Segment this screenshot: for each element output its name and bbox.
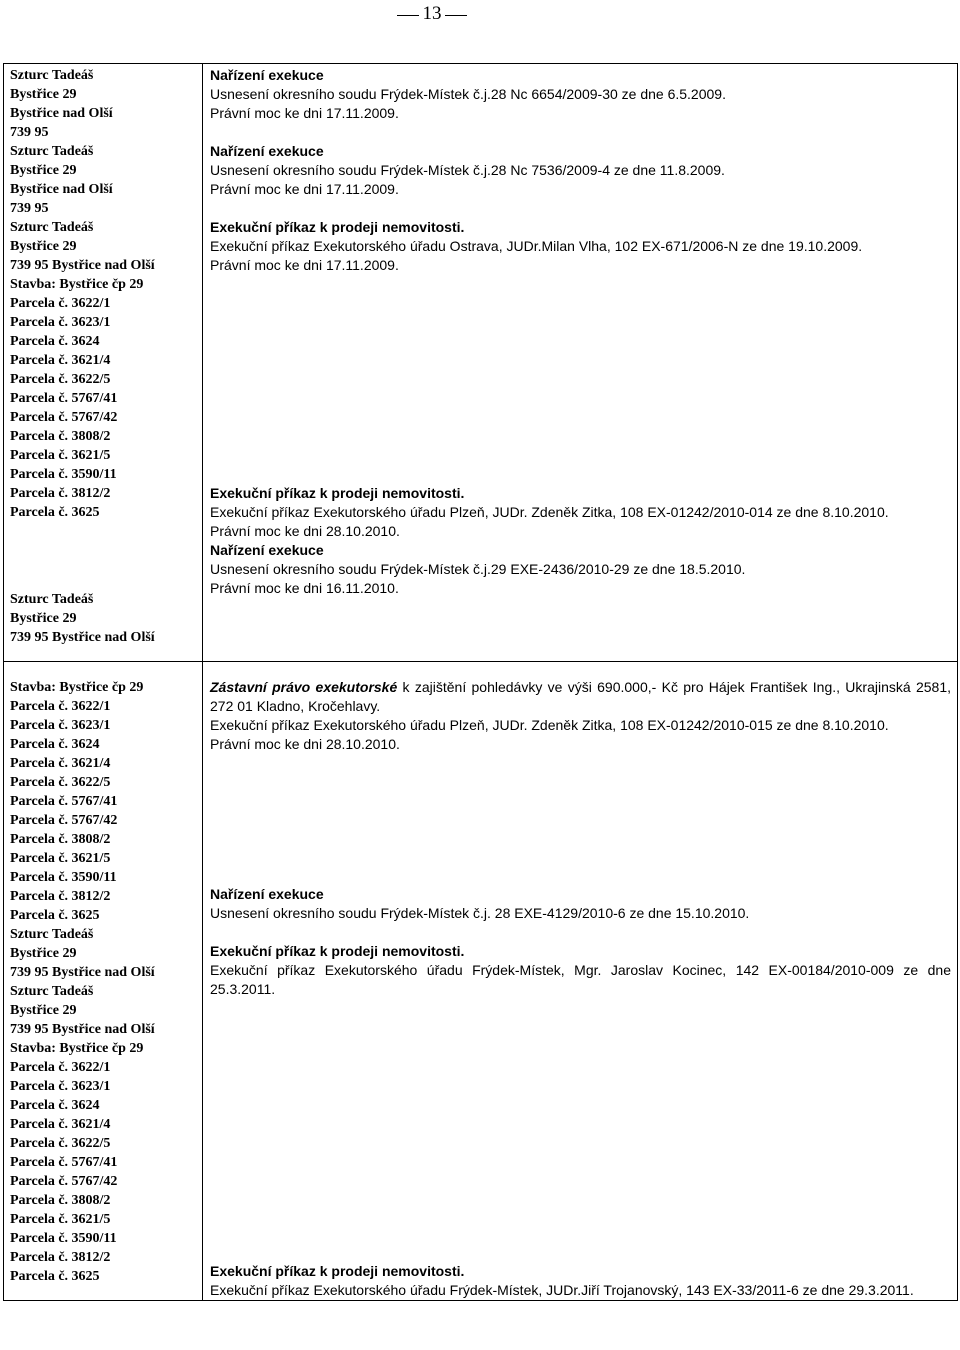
entry-heading: Exekuční příkaz k prodeji nemovitosti. [210,485,465,501]
entry-heading: Exekuční příkaz k prodeji nemovitosti. [210,1263,465,1279]
owner-parcel-line: Szturc Tadeáš [10,68,94,83]
owner-parcel-line: Stavba: Bystřice čp 29 [10,277,144,292]
page-number-text: 13 [419,3,446,24]
entry-heading: Zástavní právo exekutorské [210,679,398,695]
owner-parcel-line: 739 95 Bystřice nad Olší [10,965,155,980]
entry-legal-date: Právní moc ke dni 17.11.2009. [210,181,399,197]
owner-parcel-line: Parcela č. 3624 [10,334,100,349]
entry-legal-date: Právní moc ke dni 17.11.2009. [210,257,399,273]
entry-text: Exekuční příkaz Exekutorského úřadu Frýdek-Místek, JUDr.Jiří Trojanovský, 143 EX-33/2011-6 ze dne 29.3.2011. [210,1282,914,1298]
owner-parcel-line: Parcela č. 3623/1 [10,315,111,330]
owner-parcel-line: Parcela č. 3622/1 [10,296,111,311]
owner-parcel-line: Bystřice 29 [10,163,77,178]
owner-parcel-line: 739 95 Bystřice nad Olší [10,258,155,273]
owner-parcel-line: Parcela č. 5767/42 [10,1174,118,1189]
entry-legal-date: Právní moc ke dni 28.10.2010. [210,736,400,752]
register-table [3,63,958,1301]
entry-text: Usnesení okresního soudu Frýdek-Místek č.j.28 Nc 6654/2009-30 ze dne 6.5.2009. [210,86,726,102]
entry-text: Usnesení okresního soudu Frýdek-Místek č.j.28 Nc 7536/2009-4 ze dne 11.8.2009. [210,162,725,178]
entry-legal-date: Právní moc ke dni 17.11.2009. [210,105,399,121]
page-number [403,3,461,25]
entry-text: Exekuční příkaz Exekutorského úřadu Plzeň, JUDr. Zdeněk Zitka, 108 EX-01242/2010-015 ze dne 8.10.2010. [210,717,889,733]
owner-parcel-line: Parcela č. 3621/4 [10,1117,111,1132]
owner-parcel-line: Parcela č. 3808/2 [10,832,111,847]
owner-parcel-line: Parcela č. 3622/1 [10,699,111,714]
entry-text [210,678,951,716]
owner-parcel-line: Parcela č. 5767/41 [10,391,118,406]
owner-parcel-line: 739 95 Bystřice nad Olší [10,630,155,645]
owner-parcel-line: Stavba: Bystřice čp 29 [10,1041,144,1056]
owner-parcel-line: Parcela č. 3808/2 [10,429,111,444]
owner-parcel-line: Parcela č. 5767/42 [10,410,118,425]
owner-parcel-line: Szturc Tadeáš [10,927,94,942]
owner-parcel-line: Parcela č. 3621/4 [10,756,111,771]
owner-parcel-line: 739 95 [10,201,49,216]
owner-parcel-line: Parcela č. 5767/41 [10,1155,118,1170]
owner-parcel-line: Bystřice 29 [10,611,77,626]
owner-parcel-line: Szturc Tadeáš [10,220,94,235]
owner-parcel-line: Parcela č. 3622/5 [10,1136,111,1151]
owner-parcel-line: Parcela č. 3622/1 [10,1060,111,1075]
owner-parcel-line: Parcela č. 3625 [10,908,100,923]
owner-parcel-line: Parcela č. 3812/2 [10,889,111,904]
owner-parcel-line: Stavba: Bystřice čp 29 [10,680,144,695]
owner-parcel-line: Parcela č. 3621/5 [10,1212,111,1227]
owner-parcel-line: Parcela č. 3590/11 [10,467,117,482]
owner-parcel-line: Bystřice nad Olší [10,106,113,121]
owner-parcel-line: Parcela č. 3624 [10,737,100,752]
owner-parcel-line: 739 95 [10,125,49,140]
owner-parcel-line: Parcela č. 3622/5 [10,372,111,387]
entry-text: Exekuční příkaz Exekutorského úřadu Frýdek-Místek, Mgr. Jaroslav Kocinec, 142 EX-00184/2010-009 ze dne 25.3.2011. [210,962,951,997]
entry-legal-date: Právní moc ke dni 16.11.2010. [210,580,399,596]
owner-parcel-line: Szturc Tadeáš [10,592,94,607]
owner-parcel-line: Parcela č. 3621/4 [10,353,111,368]
owner-parcel-line: Szturc Tadeáš [10,984,94,999]
entry-heading: Nařízení exekuce [210,143,324,159]
owner-parcel-cell [4,64,203,662]
owner-parcel-line: Parcela č. 3622/5 [10,775,111,790]
owner-parcel-line: Parcela č. 3812/2 [10,486,111,501]
owner-parcel-line: Parcela č. 3812/2 [10,1250,111,1265]
owner-parcel-line: Parcela č. 5767/42 [10,813,118,828]
owner-parcel-list [10,678,202,1286]
owner-parcel-line: Parcela č. 3623/1 [10,1079,111,1094]
owner-parcel-line: Parcela č. 3625 [10,1269,100,1284]
owner-address-list [10,590,202,647]
owner-parcel-line: Parcela č. 3621/5 [10,851,111,866]
table-row [4,64,958,662]
entry-text: Exekuční příkaz Exekutorského úřadu Plzeň, JUDr. Zdeněk Zitka, 108 EX-01242/2010-014 ze dne 8.10.2010. [210,504,889,520]
encumbrance-cell [203,662,958,1301]
entry-heading: Nařízení exekuce [210,886,324,902]
owner-parcel-line: Szturc Tadeáš [10,144,94,159]
owner-parcel-line: Bystřice 29 [10,239,77,254]
owner-parcel-line: Parcela č. 3623/1 [10,718,111,733]
owner-parcel-line: Parcela č. 3621/5 [10,448,111,463]
entry-text: Usnesení okresního soudu Frýdek-Místek č.j.29 EXE-2436/2010-29 ze dne 18.5.2010. [210,561,746,577]
owner-parcel-line: Parcela č. 3590/11 [10,1231,117,1246]
entry-text: Usnesení okresního soudu Frýdek-Místek č.j. 28 EXE-4129/2010-6 ze dne 15.10.2010. [210,905,750,921]
owner-parcel-line: Bystřice 29 [10,1003,77,1018]
owner-parcel-line: Bystřice 29 [10,87,77,102]
owner-parcel-line: Parcela č. 3590/11 [10,870,117,885]
table-row [4,662,958,1301]
owner-parcel-cell [4,662,203,1301]
entry-text-tail: k zajištění pohledávky ve výši 690.000,- Kč pro Hájek František Ing., Ukrajinská 2581, 272 01 Kladno, Kročehlavy. [210,679,951,714]
entry-text: Exekuční příkaz Exekutorského úřadu Ostrava, JUDr.Milan Vlha, 102 EX-671/2006-N ze dne 19.10.2009. [210,238,863,254]
owner-parcel-list [10,66,202,522]
owner-parcel-line: Bystřice nad Olší [10,182,113,197]
owner-parcel-line: 739 95 Bystřice nad Olší [10,1022,155,1037]
owner-parcel-line: Parcela č. 5767/41 [10,794,118,809]
owner-parcel-line: Bystřice 29 [10,946,77,961]
entry-heading: Nařízení exekuce [210,67,324,83]
entry-legal-date: Právní moc ke dni 28.10.2010. [210,523,400,539]
owner-parcel-line: Parcela č. 3808/2 [10,1193,111,1208]
owner-parcel-line: Parcela č. 3624 [10,1098,100,1113]
entry-heading: Exekuční příkaz k prodeji nemovitosti. [210,219,465,235]
entry-heading: Nařízení exekuce [210,542,324,558]
encumbrance-cell [203,64,958,662]
entry-heading: Exekuční příkaz k prodeji nemovitosti. [210,943,465,959]
owner-parcel-line: Parcela č. 3625 [10,505,100,520]
